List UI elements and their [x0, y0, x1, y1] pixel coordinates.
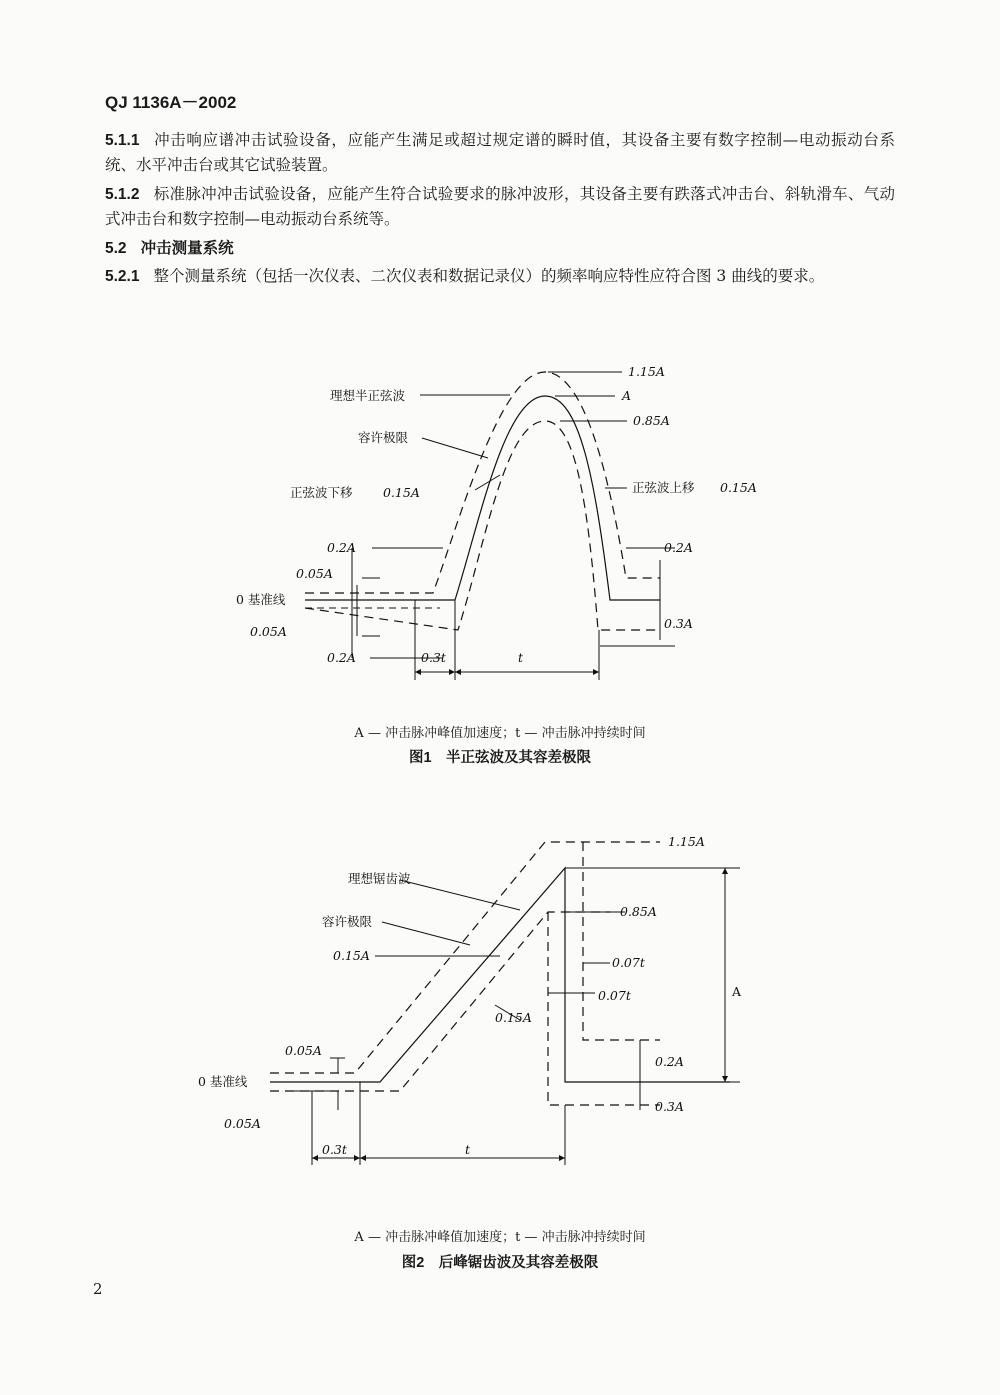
label-right-0-3a: 0.3A — [655, 1099, 684, 1114]
label-0-07t-a: 0.07t — [612, 955, 645, 970]
label-baseline: 0 基准线 — [198, 1074, 248, 1089]
label-0-85a: 0.85A — [633, 413, 670, 428]
label-0-3t: 0.3t — [421, 650, 446, 665]
clause-text: 标准脉冲冲击试验设备，应能产生符合试验要求的脉冲波形，其设备主要有跌落式冲击台、斜轨滑车、气动式冲击台和数字控制—电动振动台系统等。 — [105, 185, 895, 228]
figure-2-sawtooth — [0, 825, 1000, 1190]
lower-tolerance-curve — [270, 912, 610, 1091]
upper-tolerance-curve — [270, 842, 660, 1073]
clause-text: 整个测量系统（包括一次仪表、二次仪表和数据记录仪）的频率响应特性应符合图 3 曲线的要求。 — [153, 267, 825, 285]
label-1-15a: 1.15A — [668, 834, 705, 849]
label-ideal-half-sine: 理想半正弦波 — [330, 388, 406, 403]
label-1-15a: 1.15A — [628, 364, 665, 379]
label-sine-shift-up: 正弦波上移 — [632, 480, 695, 495]
standard-number-header: QJ 1136A－2002 — [105, 93, 237, 112]
label-tolerance-limit: 容许极限 — [322, 914, 373, 929]
label-0-05a-top: 0.05A — [285, 1043, 322, 1058]
label-sine-shift-down-value: 0.15A — [383, 485, 420, 500]
figure-1-half-sine — [0, 350, 1000, 720]
label-a: A — [622, 388, 632, 403]
label-tolerance-limit: 容许极限 — [358, 430, 409, 445]
label-left-0-15a: 0.15A — [333, 948, 370, 963]
clause-number: 5.2 — [105, 240, 127, 257]
label-baseline: 0 基准线 — [236, 592, 286, 607]
section-heading-5-2 — [105, 236, 895, 261]
clause-number: 5.1.1 — [105, 132, 140, 149]
label-0-3t: 0.3t — [322, 1142, 347, 1157]
label-sine-shift-down: 正弦波下移 — [290, 485, 353, 500]
label-0-2a-bottom: 0.2A — [327, 650, 356, 665]
figure-1-legend: A — 冲击脉冲峰值加速度；t — 冲击脉冲持续时间 — [354, 726, 646, 741]
upper-tolerance-curve — [305, 372, 660, 593]
paragraph-5-2-1 — [105, 264, 895, 289]
ideal-sawtooth-curve — [270, 868, 730, 1082]
ideal-half-sine-curve — [305, 396, 660, 600]
label-right-0-3a: 0.3A — [664, 616, 693, 631]
figure-2-legend: A — 冲击脉冲峰值加速度；t — 冲击脉冲持续时间 — [354, 1230, 646, 1245]
lower-tolerance-curve — [305, 421, 660, 630]
label-0-05a-bottom: 0.05A — [250, 624, 287, 639]
section-title: 冲击测量系统 — [140, 240, 234, 257]
label-right-0-2a: 0.2A — [664, 540, 693, 555]
page-number: 2 — [93, 1280, 103, 1298]
label-t: t — [465, 1142, 471, 1157]
label-mid-0-15a: 0.15A — [495, 1010, 532, 1025]
label-t: t — [518, 650, 524, 665]
paragraph-5-1-2 — [105, 182, 895, 232]
figure-2-diagram — [0, 825, 1000, 1190]
figure-2-caption: 图2 后峰锯齿波及其容差极限 — [401, 1255, 599, 1271]
clause-text: 冲击响应谱冲击试验设备，应能产生满足或超过规定谱的瞬时值，其设备主要有数字控制—电动振动台系统、水平冲击台或其它试验装置。 — [105, 131, 895, 174]
label-0-05a-top: 0.05A — [296, 566, 333, 581]
label-0-85a: 0.85A — [620, 904, 657, 919]
paragraph-5-1-1 — [105, 128, 895, 178]
label-amplitude-a: A — [732, 984, 742, 999]
label-0-05a-bottom: 0.05A — [224, 1116, 261, 1131]
label-sine-shift-up-value: 0.15A — [720, 480, 757, 495]
label-ideal-sawtooth: 理想锯齿波 — [348, 871, 411, 886]
figure-1-caption: 图1 半正弦波及其容差极限 — [408, 750, 592, 766]
label-right-0-2a: 0.2A — [655, 1054, 684, 1069]
clause-number: 5.1.2 — [105, 186, 140, 203]
label-0-2a-top: 0.2A — [327, 540, 356, 555]
clause-number: 5.2.1 — [105, 268, 140, 285]
figure-1-diagram — [0, 350, 1000, 720]
label-0-07t-b: 0.07t — [598, 988, 631, 1003]
